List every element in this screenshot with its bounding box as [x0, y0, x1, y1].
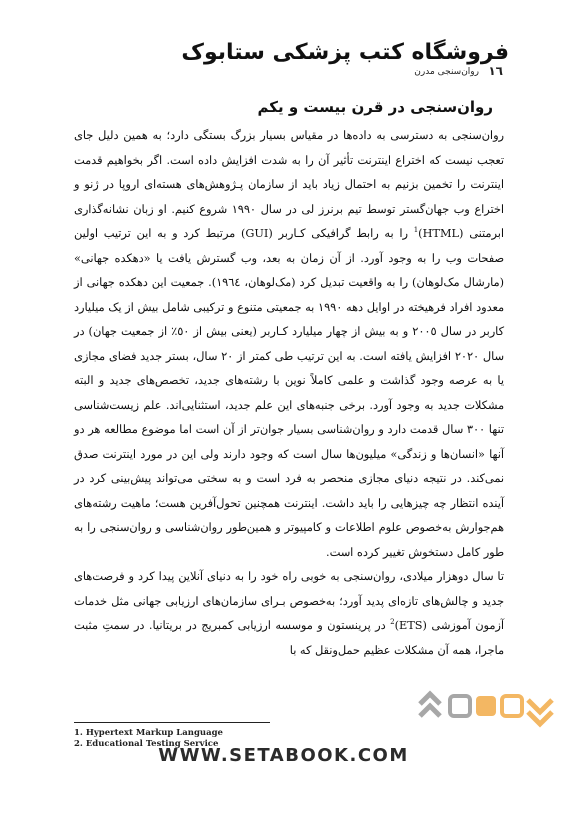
footnote-ref-2: 2: [390, 618, 395, 627]
footnote-divider: [74, 722, 270, 723]
body-text: [74, 124, 504, 663]
footnote: 1. Hypertext Markup Language: [74, 728, 223, 738]
paragraph-text: روان‌سنجی به دسترسی به داده‌ها در مقیاس بسیار بزرگ بستگی دارد؛ به همین دلیل جای تعجب نیست که اختراع اینترنت تأثیر آن را به شدت افزایش داده است. اگر بخواهیم قدمت اینترنت را تخمین بزنیم به احتمال زیاد باید از سازمان پـژوهش‌های هسته‌ای اروپا در ژنو و اختراع وب جهان‌گستر توسط تیم برنرز لی در سال ١٩٩٠ شروع کنیم. او زبان نشانه‌گذاری ابرمتنی (HTML): [74, 129, 504, 240]
paragraph: [74, 124, 504, 565]
running-head: [0, 64, 567, 80]
store-brand-header: فروشگاه کتب پزشکی ستابوک: [181, 40, 509, 65]
footnote: 2. Educational Testing Service: [74, 739, 219, 749]
setabook-logo-watermark: [416, 690, 556, 750]
running-title: روان‌سنجی مدرن: [414, 67, 479, 77]
footnote-ref-1: 1: [413, 226, 419, 235]
paragraph-text: تا سال دوهزار میلادی، روان‌سنجی به خوبی راه خود را به دنیای آنلاین پیدا کرد و فرصت‌های جدید و چالش‌های تازه‌ای پدید آورد؛ به‌خصوص بـرای سازمان‌های ارزیابی جهانی مثل خدمات آزمون آموزشی (ETS): [74, 570, 504, 632]
paragraph-text: در پرینستون و موسسه ارزیابی کمبریج در بریتانیا. در سمتِ مثبت ماجرا، همه آن مشکلات عظیم حمل‌ونقل که با: [74, 619, 504, 657]
watermark-url: WWW.SETABOOK.COM: [158, 745, 409, 766]
section-title: روان‌سنجی در قرن بیست و یکم: [257, 98, 493, 116]
paragraph: [74, 565, 504, 663]
page-number: ١٦: [488, 64, 503, 78]
paragraph-text: را به رابط گرافیکی کـاربر (GUI) مرتبط کرد و به این ترتیب اولین صفحات وب را به وجود آورد. از آن زمان به بعد، وب گسترش یافت یا «دهکده جهانی» (مارشال مک‌لوهان) را به واقعیت تبدیل کرد (مک‌لوهان، ١٩٦٤). جمعیت این دهکده جهانی از معدود افراد فرهیخته در اوایل دهه ١٩٩٠ به جمعیتی متنوع و ترکیبی شامل بیش از یک میلیارد کاربر در سال ٢٠٠٥ و به بیش از چهار میلیارد کـاربر (یعنی بیش از ٥٠٪ از جمعیت جهان) در سال ٢٠٢٠ افزایش یافته است. به این ترتیب طی کمتر از ٢٠ سال، بستر جدید فضای مجازی یا به عرصه وجود گذاشت و علمی کاملاً نوین با رشته‌های جدید، تخصص‌های جدید و البته مشکلات جدید به وجود آورد. برخی جنبه‌های این علم جدید، استثنایی‌اند. علم زیست‌شناسی تنها ٣٠٠ سال قدمت دارد و روان‌شناسی بسیار جوان‌تر از آن است اما موضوع مطالعه هر دو آنها «انسان‌ها و زندگی» میلیون‌ها سال است که وجود دارند ولی این در مورد اینترنت صدق نمی‌کند. در نتیجه دنیای مجازی منحصر به فرد است و به سختی می‌تواند پیش‌بینی کرد در آینده انتظار چه چیزهایی را باید داشت. اینترنت همچنین تحول‌آفرین هست؛ ماهیت رشته‌های هم‌جوارش به‌خصوص علوم اطلاعات و کامپیوتر و همین‌طور روان‌شناسی و روان‌سنجی را به طور کامل دستخوش تغییر کرده است.: [74, 227, 505, 559]
